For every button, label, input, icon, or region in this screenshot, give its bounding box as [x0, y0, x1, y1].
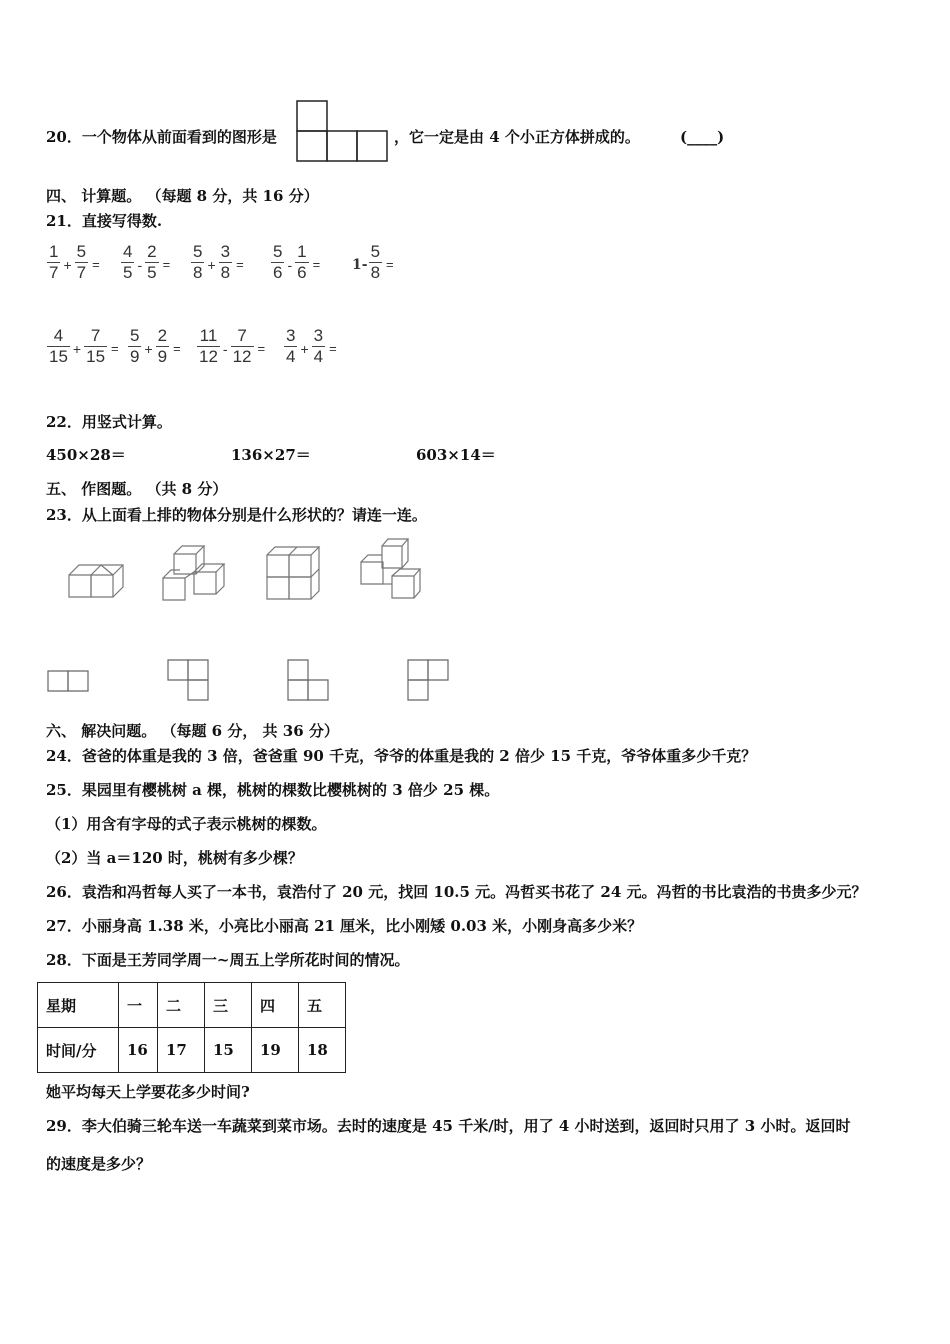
q21-expr-4: 5 6 - $\frac{1}{6}$ =: [273, 242, 321, 282]
q25-sub1: （1）用含有字母的式子表示桃树的棵数。: [46, 815, 327, 833]
table-header-cell: 星期: [38, 983, 119, 1028]
table-row: [38, 1028, 346, 1073]
table-cell: 15: [205, 1028, 252, 1073]
table-cell: 16: [119, 1028, 158, 1073]
q28-question: 她平均每天上学要花多少时间?: [46, 1083, 250, 1101]
q25-text: 25．果园里有樱桃树 a 棵，桃树的棵数比樱桃树的 3 倍少 25 棵。: [46, 781, 500, 799]
q24-text: 24．爸爸的体重是我的 3 倍，爸爸重 90 千克，爷爷的体重是我的 2 倍少 15 千克，爷爷体重多少千克？: [46, 747, 757, 765]
q27-text: 27．小丽身高 1.38 米，小亮比小丽高 21 厘米，比小刚矮 0.03 米，小刚身高多少米？: [46, 917, 643, 935]
section-5-header: 五、 作图题。 （共 8 分）: [46, 480, 228, 498]
q29-line2: 的速度是多少？: [46, 1155, 152, 1173]
q21-expr-3: 5 8 + $\frac{3}{8}$ =: [193, 242, 244, 282]
table-header-cell: 二: [158, 983, 205, 1028]
top-view-3: [287, 659, 331, 703]
table-cell: 17: [158, 1028, 205, 1073]
top-view-2: [167, 659, 211, 703]
section-6-header: 六、 解决问题。 （每题 6 分， 共 36 分）: [46, 722, 339, 740]
q20-text-after: ，它一定是由 4 个小正方体拼成的。: [394, 128, 640, 146]
top-view-4: [407, 659, 451, 703]
q21-expr-5: 1- $\frac{5}{8}$ =: [352, 242, 394, 282]
cube-object-3: [262, 543, 324, 605]
q28-text: 28．下面是王芳同学周一~周五上学所花时间的情况。: [46, 951, 410, 969]
q21-expr-8: 11 12 - $\frac{7}{12}$ =: [199, 326, 266, 366]
table-header-cell: 三: [205, 983, 252, 1028]
top-view-1: [47, 670, 91, 694]
q20-text: 20．一个物体从前面看到的图形是: [46, 128, 277, 146]
q25-sub2: （2）当 a＝120 时，桃树有多少棵？: [46, 849, 303, 867]
table-cell: 19: [252, 1028, 299, 1073]
cube-object-4: [356, 536, 428, 604]
q23-title: 23．从上面看上排的物体分别是什么形状的？请连一连。: [46, 506, 427, 524]
q22-title: 22．用竖式计算。: [46, 413, 172, 431]
q21-expr-7: 5 9 + $\frac{2}{9}$ =: [130, 326, 181, 366]
commute-time-table: [37, 982, 346, 1073]
q22-item-2: 136×27＝: [231, 446, 311, 464]
table-header-cell: 五: [299, 983, 346, 1028]
q26-text: 26．袁浩和冯哲每人买了一本书，袁浩付了 20 元，找回 10.5 元。冯哲买书花了 24 元。冯哲的书比袁浩的书贵多少元？: [46, 883, 867, 901]
table-header-cell: 四: [252, 983, 299, 1028]
cube-object-1: [64, 555, 128, 605]
section-4-header: 四、 计算题。 （每题 8 分，共 16 分）: [46, 187, 319, 205]
table-header-row: [38, 983, 346, 1028]
q21-expr-2: 4 5 - $\frac{2}{5}$ =: [123, 242, 171, 282]
q21-title: 21．直接写得数.: [46, 212, 163, 230]
front-view-figure: [296, 100, 392, 164]
q21-expr-1: 1 7 + $\frac{5}{7}$ =: [49, 242, 100, 282]
q21-expr-6: 4 15 + $\frac{7}{15}$ =: [49, 326, 119, 366]
q20-answer-blank[interactable]: (____): [680, 128, 725, 146]
table-cell: 18: [299, 1028, 346, 1073]
table-header-cell: 一: [119, 983, 158, 1028]
table-row-label: 时间/分: [38, 1028, 119, 1073]
q21-expr-9: 3 4 + $\frac{3}{4}$ =: [286, 326, 337, 366]
q22-item-1: 450×28＝: [46, 446, 126, 464]
q22-item-3: 603×14＝: [416, 446, 496, 464]
q29-line1: 29．李大伯骑三轮车送一车蔬菜到菜市场。去时的速度是 45 千米/时，用了 4 小时送到，返回时只用了 3 小时。返回时: [46, 1117, 851, 1135]
cube-object-2: [158, 540, 230, 606]
